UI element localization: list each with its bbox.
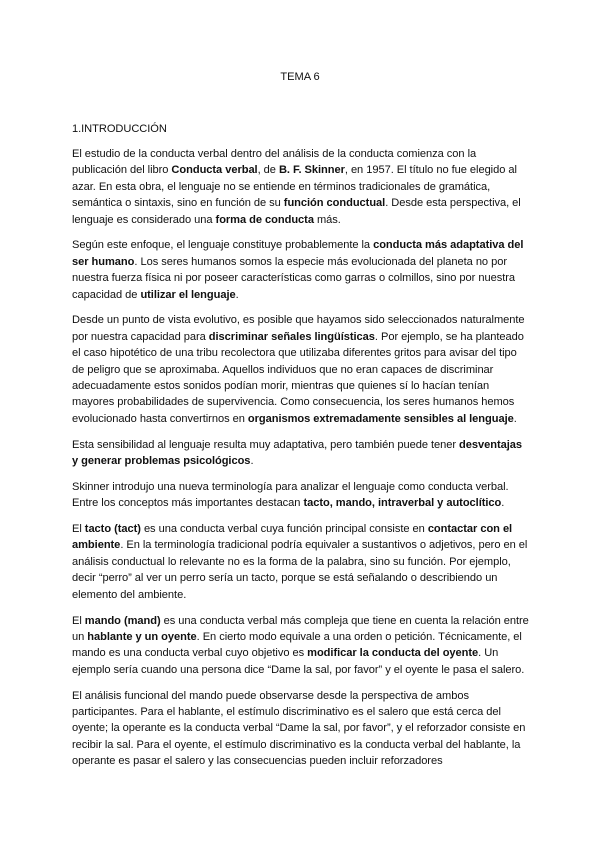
bold-term: B. F. Skinner — [278, 164, 345, 177]
text-run: Desde un punto de vista evolutivo, es posible que hayamos sido seleccionados naturalmente por nuestra capacidad para — [72, 314, 525, 343]
bold-term: función conductual — [283, 197, 386, 210]
text-run: , de — [257, 164, 279, 177]
text-run: . Desde esta perspectiva, el lenguaje es considerado una — [72, 197, 521, 226]
text-run: , en 1957. El título no fue elegido al azar. En esta obra, el lenguaje no se entiende en términos tradicionales de gramática, semántica o sintaxis, sino en función de su — [72, 164, 517, 210]
text-run: . Un ejemplo sería cuando una persona dice “Dame la sal, por favor” y el oyente le pasa el salero. — [72, 647, 525, 676]
bold-term: discriminar señales lingüísticas — [208, 330, 375, 343]
paragraph — [72, 146, 530, 228]
paragraph — [72, 613, 530, 679]
text-run: El — [72, 523, 85, 536]
bold-term: organismos extremadamente sensibles al lenguaje — [247, 412, 514, 425]
bold-term: contactar con el ambiente — [72, 523, 513, 552]
document-title: TEMA 6 — [280, 71, 320, 83]
bold-term: tacto, mando, intraverbal y autoclítico — [303, 497, 502, 510]
bold-term: modificar la conducta del oyente — [307, 647, 479, 660]
text-run: . — [250, 455, 254, 468]
bold-term: forma de conducta — [215, 213, 314, 226]
paragraph — [72, 521, 530, 603]
text-run: . En la terminología tradicional podría equivaler a sustantivos o adjetivos, pero en el análisis conductual lo relevante no es la forma de la palabra, sino su función. Por ejemplo, decir “perro” al ver un perro sería un tacto, porque se está señalando o describiendo un elemento del ambiente. — [72, 539, 528, 601]
bold-term: mando (mand) — [84, 614, 161, 627]
document-body — [72, 146, 530, 770]
text-run: más. — [313, 213, 341, 226]
bold-term: utilizar el lenguaje — [140, 288, 236, 301]
text-run: es una conducta verbal más compleja que tiene en cuenta la relación entre un — [72, 614, 529, 643]
bold-term: hablante y un oyente — [87, 630, 197, 643]
text-run: . — [513, 412, 517, 425]
text-run: . Los seres humanos somos la especie más evolucionada del planeta no por nuestra fuerza física ni por poseer características como garras o colmillos, sino por nuestra capacidad de — [72, 255, 515, 301]
text-run: El análisis funcional del mando puede observarse desde la perspectiva de ambos participantes. Para el hablante, el estímulo discriminativo es el salero que está cerca del oyente; la operante es la conducta verbal “Dame la sal, por favor”, y el reforzador consiste en recibir la sal. Para el oyente, el estímulo discriminativo es la conducta verbal del hablante, la operante es pasar el salero y las consecuencias pueden incluir reforzadores — [72, 689, 526, 768]
section-heading: 1.INTRODUCCIÓN — [72, 123, 167, 135]
text-run: El estudio de la conducta verbal dentro del análisis de la conducta comienza con la publicación del libro — [72, 148, 477, 177]
bold-term: Conducta verbal — [171, 164, 258, 177]
paragraph — [72, 312, 530, 427]
text-run: Según este enfoque, el lenguaje constituye probablemente la — [72, 239, 374, 252]
bold-term: desventajas y generar problemas psicológicos — [72, 438, 523, 468]
text-run: es una conducta verbal cuya función principal consiste en — [140, 523, 428, 536]
paragraph — [72, 437, 530, 470]
text-run: . — [235, 288, 239, 301]
text-run: . Por ejemplo, se ha planteado el caso hipotético de una tribu recolectora que utilizaba diferentes gritos para avisar del tipo de peligro que se aproximaba. Aquellos individuos que no eran capaces de discriminar adecuadamente estos sonidos podían morir, mientras que quienes sí lo hacían tenían mayores probabilidades de supervivencia. Como consecuencia, los seres humanos hemos evolucionado hasta convertirnos en — [72, 330, 524, 425]
text-run: . En cierto modo equivale a una orden o petición. Técnicamente, el mando es una conducta verbal cuyo objetivo es — [72, 630, 522, 660]
text-run: . — [501, 497, 505, 510]
bold-term: conducta más adaptativa del ser humano — [72, 239, 524, 268]
paragraph — [72, 479, 530, 512]
text-run: Skinner introdujo una nueva terminología para analizar el lenguaje como conducta verbal. Entre los conceptos más importantes destacan — [72, 480, 509, 510]
bold-term: tacto (tact) — [84, 523, 141, 536]
paragraph — [72, 237, 530, 303]
text-run: Esta sensibilidad al lenguaje resulta muy adaptativa, pero también puede tener — [72, 438, 460, 451]
text-run: El — [72, 614, 85, 627]
paragraph — [72, 688, 530, 770]
